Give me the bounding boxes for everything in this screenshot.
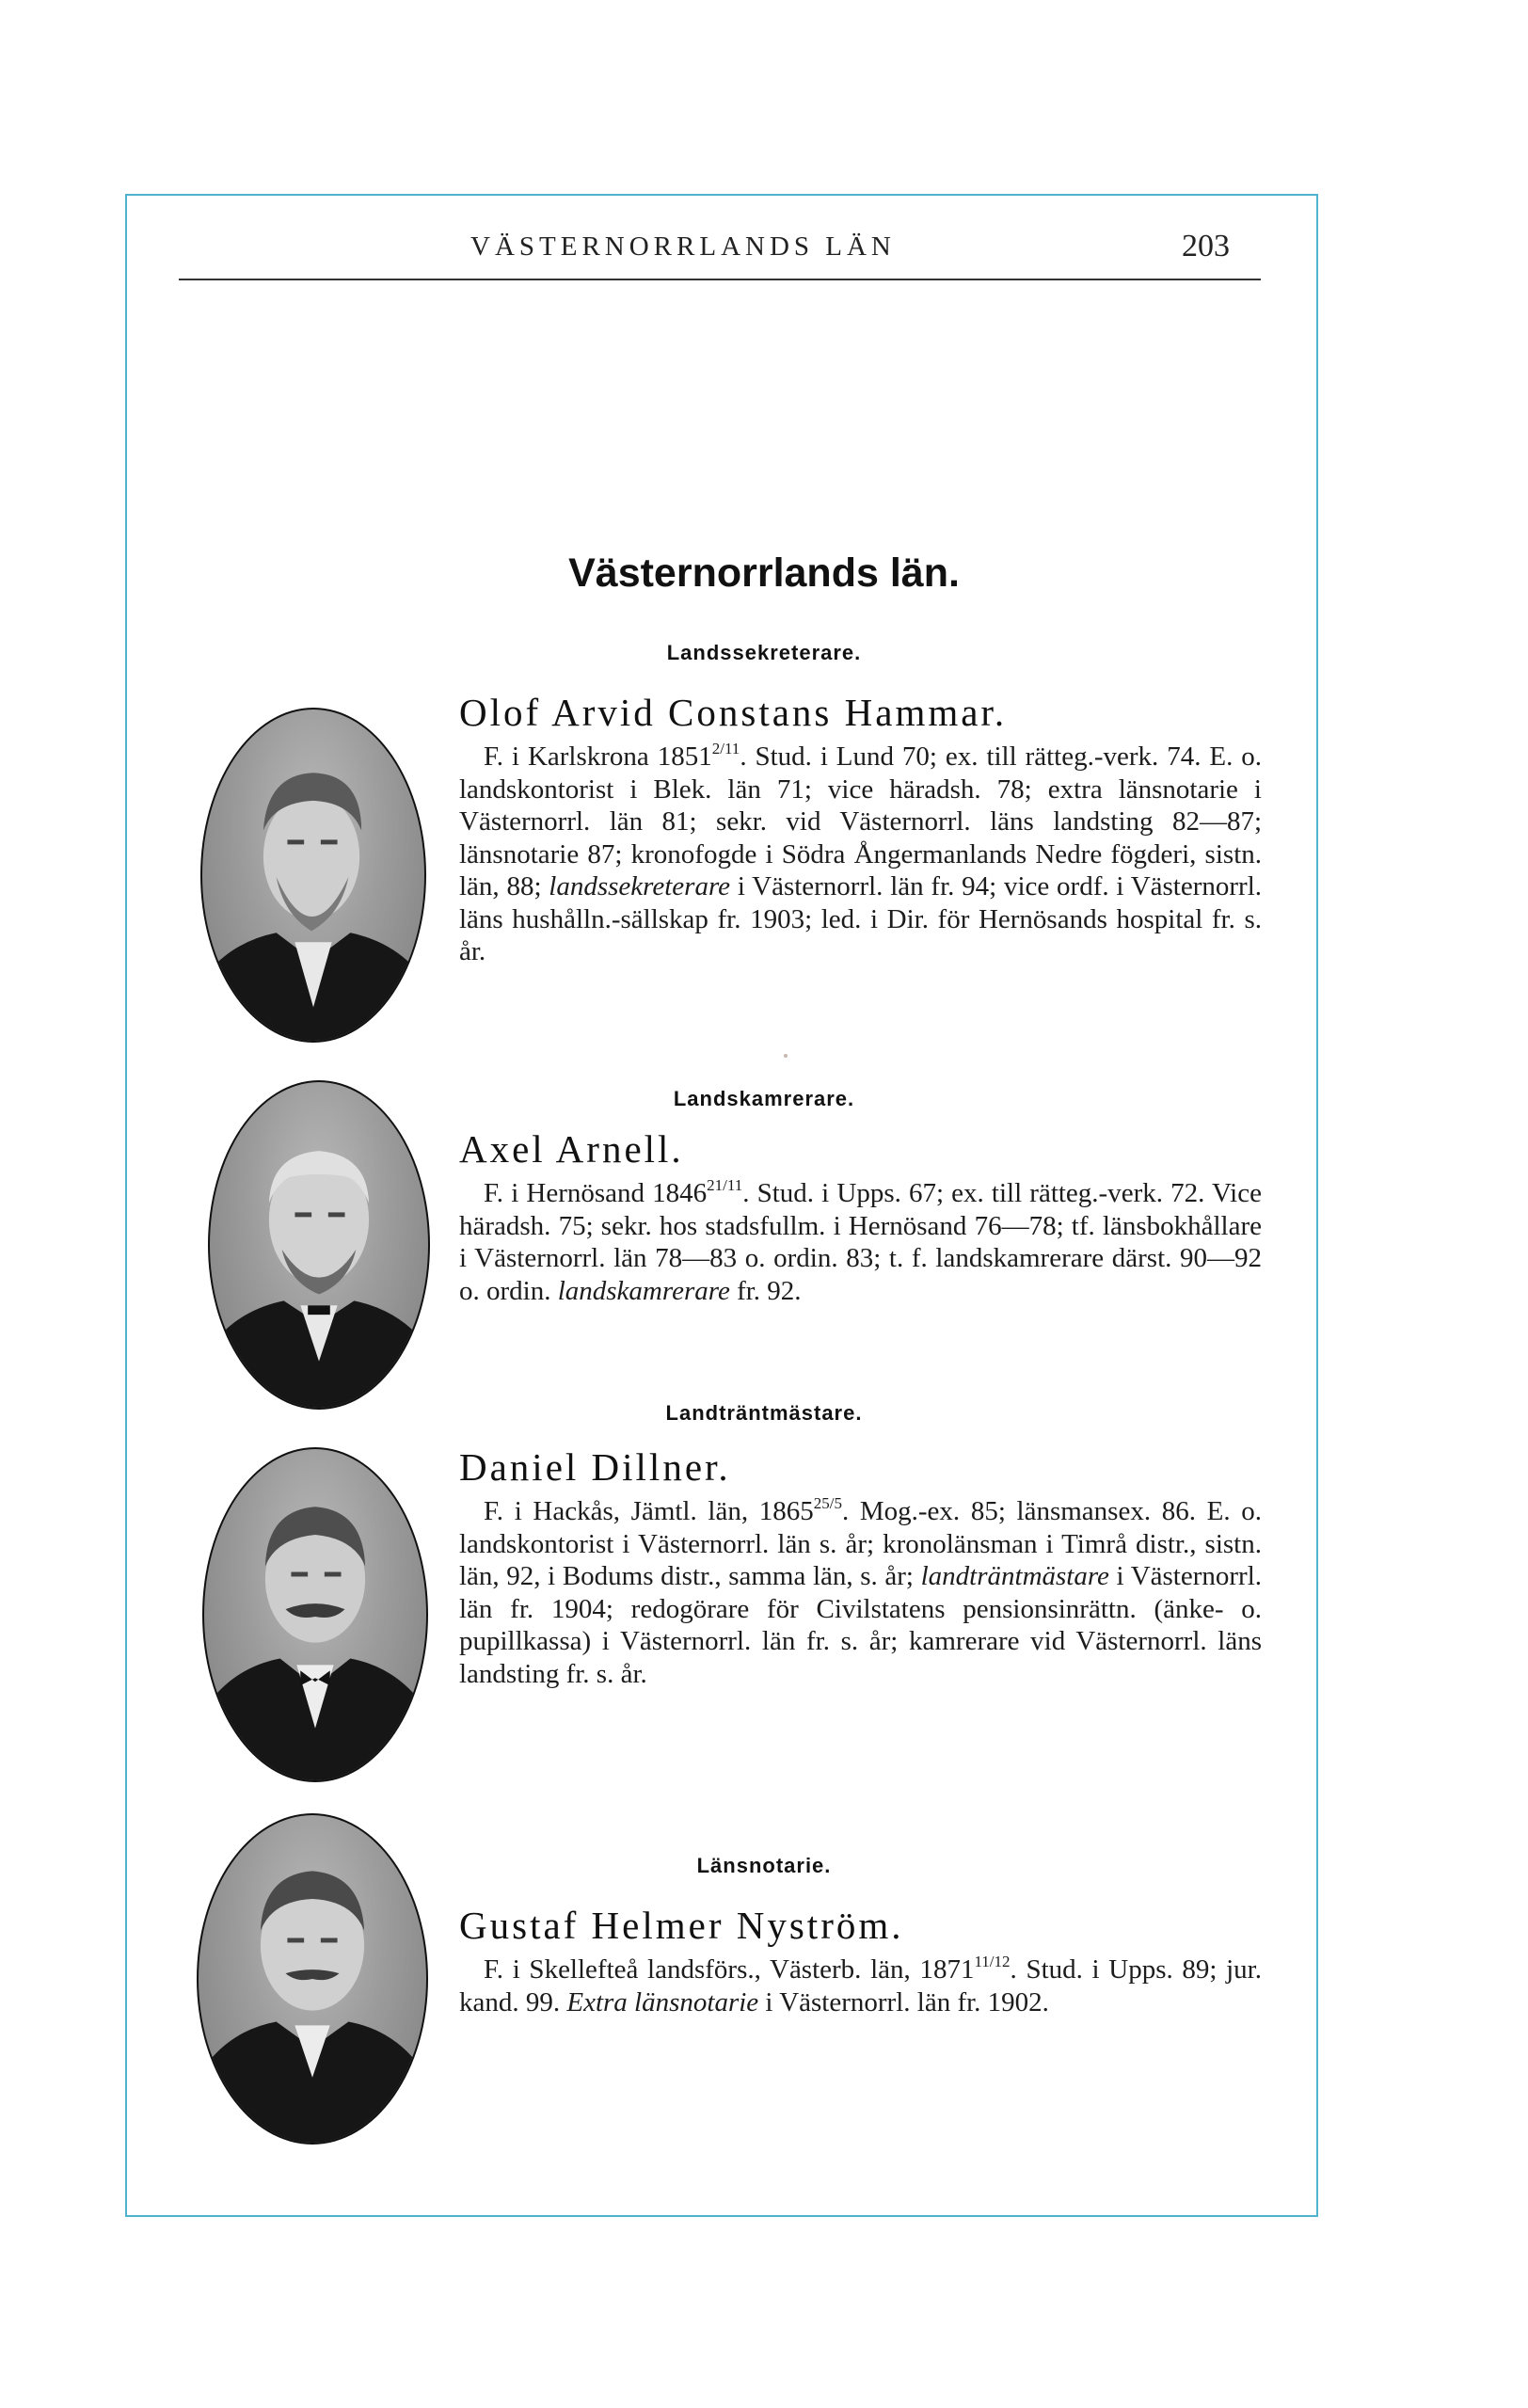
bio-text-2: i Västernorrl. län fr. 1904; redogörare för Civilstatens pensionsinrättn. (änke- o. pupillkassa) i Västernorrl. län fr. s. år; kamrerare vid Västernorrl. läns landsting fr. s. år. — [459, 1561, 1263, 1689]
bio-text-1: . Stud. i Upps. 89; jur. kand. 99. — [459, 1954, 1262, 2017]
biography-dillner — [459, 1495, 1262, 1690]
person-name-dillner: Daniel Dillner. — [459, 1445, 731, 1489]
page-number: 203 — [1182, 229, 1230, 263]
person-name-hammar: Olof Arvid Constans Hammar. — [459, 691, 1008, 734]
section-heading-landtrantmastare: Landträntmästare. — [665, 1401, 863, 1425]
running-title: VÄSTERNORRLANDS LÄN — [470, 231, 896, 262]
header-rule — [179, 279, 1261, 280]
bio-birth-place: F. i Hernösand — [484, 1178, 653, 1208]
bio-title-italic: landssekreterare — [549, 871, 731, 901]
page-title: Västernorrlands län. — [568, 550, 960, 596]
bio-birth-date: 21/11 — [707, 1176, 743, 1194]
bio-title-italic: Extra länsnotarie — [566, 1986, 759, 2017]
bio-birth-year: 1865 — [758, 1496, 814, 1526]
bio-birth-date: 25/5 — [813, 1494, 842, 1512]
portrait-photo-icon — [200, 708, 426, 1043]
section-heading-lansnotarie: Länsnotarie. — [696, 1854, 832, 1877]
portrait-photo-icon — [197, 1813, 428, 2145]
bio-birth-date: 11/12 — [974, 1953, 1011, 1970]
bio-title-italic: landträntmästare — [920, 1561, 1109, 1591]
bio-text-2: i Västernorrl. län fr. 1902. — [758, 1986, 1049, 2017]
bio-text-1: . Stud. i Lund 70; ex. till rätteg.-verk. 74. E. o. landskontorist i Blek. län 71; vice häradsh. 78; extra länsnotarie i Västernorrl. län 81; sekr. vid Västernorrl. läns landsting 82—87; länsnotarie 87; kronofogde i Södra Ångermanlands Nedre fögderi, sistn. län, 88; — [459, 742, 1263, 901]
bio-title-italic: landskamrerare — [557, 1275, 730, 1306]
biography-hammar — [459, 741, 1262, 968]
bio-text-2: fr. 92. — [729, 1275, 802, 1306]
person-name-arnell: Axel Arnell. — [459, 1127, 684, 1171]
portrait-photo-icon — [202, 1447, 428, 1782]
bio-birth-place: F. i Hackås, Jämtl. län, — [484, 1496, 759, 1526]
biography-arnell — [459, 1177, 1262, 1307]
section-heading-landssekreterare: Landssekreterare. — [666, 641, 862, 664]
bio-birth-place: F. i Skellefteå landsförs., Västerb. län, — [484, 1954, 920, 1985]
bio-birth-date: 2/11 — [711, 740, 740, 757]
bio-text-2: i Västernorrl. län fr. 94; vice ordf. i Västernorrl. läns hushålln.-sällskap fr. 1903; led. i Dir. för Hernösands hospital fr. s. år. — [459, 871, 1262, 966]
section-heading-landskamrerare: Landskamrerare. — [673, 1087, 855, 1110]
bio-birth-year: 1871 — [919, 1954, 975, 1985]
person-name-nystrom: Gustaf Helmer Nyström. — [459, 1904, 904, 1947]
bio-text-1: . Stud. i Upps. 67; ex. till rätteg.-verk. 72. Vice häradsh. 75; sekr. hos stadsfullm. i Hernösand 76—78; tf. länsbokhållare i Västernorrl. län 78—83 o. ordin. 83; t. f. landskamrerare därst. 90—92 o. ordin. — [459, 1178, 1262, 1306]
bio-birth-year: 1851 — [657, 742, 712, 772]
bio-birth-year: 1846 — [652, 1178, 708, 1208]
paper-speck — [784, 1054, 788, 1058]
bio-birth-place: F. i Karlskrona — [484, 742, 658, 772]
biography-nystrom — [459, 1954, 1262, 2018]
bio-text-1: . Mog.-ex. 85; länsmansex. 86. E. o. landskontorist i Västernorrl. län s. år; kronolänsman i Timrå distr., sistn. län, 92, i Bodums distr., samma län, s. år; — [459, 1496, 1262, 1591]
portrait-photo-icon — [208, 1080, 430, 1410]
